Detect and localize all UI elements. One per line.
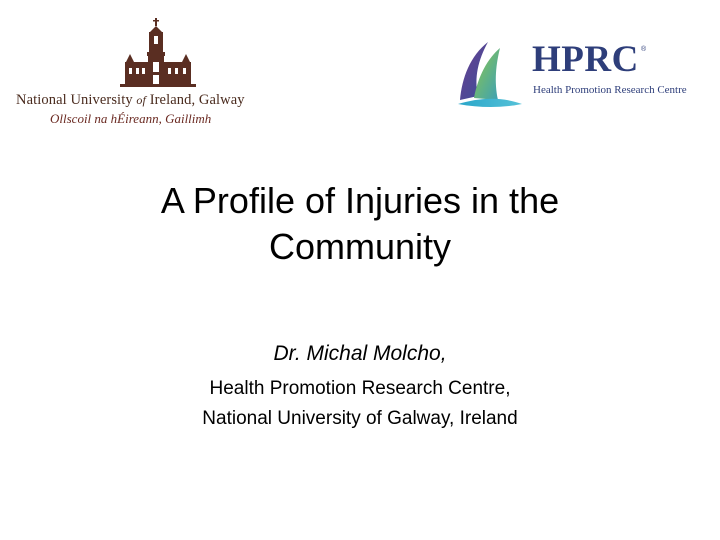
hprc-registered-mark: ® <box>641 46 647 53</box>
title-line-2: Community <box>268 226 452 267</box>
nuig-name-start: National University <box>16 92 133 108</box>
hprc-full-name: Health Promotion Research Centre <box>533 84 687 96</box>
nuig-name-end: Ireland, Galway <box>149 92 245 108</box>
university-building-icon <box>120 18 196 92</box>
nuig-logo <box>16 18 278 128</box>
hprc-logo <box>456 38 696 110</box>
affiliation-line-2: National University of Galway, Ireland <box>202 408 518 429</box>
slide-title <box>60 178 660 270</box>
author-affiliation <box>60 374 660 434</box>
hprc-acronym: HPRC <box>532 39 639 80</box>
author-name: Dr. Michal Molcho, <box>273 342 447 365</box>
nuig-name <box>16 92 278 109</box>
nuig-name-of: of <box>136 93 146 107</box>
affiliation-line-1: Health Promotion Research Centre, <box>209 378 511 399</box>
hprc-swirl-icon <box>456 38 524 108</box>
title-line-1: A Profile of Injuries in the <box>160 180 560 221</box>
nuig-irish-name: Ollscoil na hÉireann, Gaillimh <box>50 111 212 126</box>
